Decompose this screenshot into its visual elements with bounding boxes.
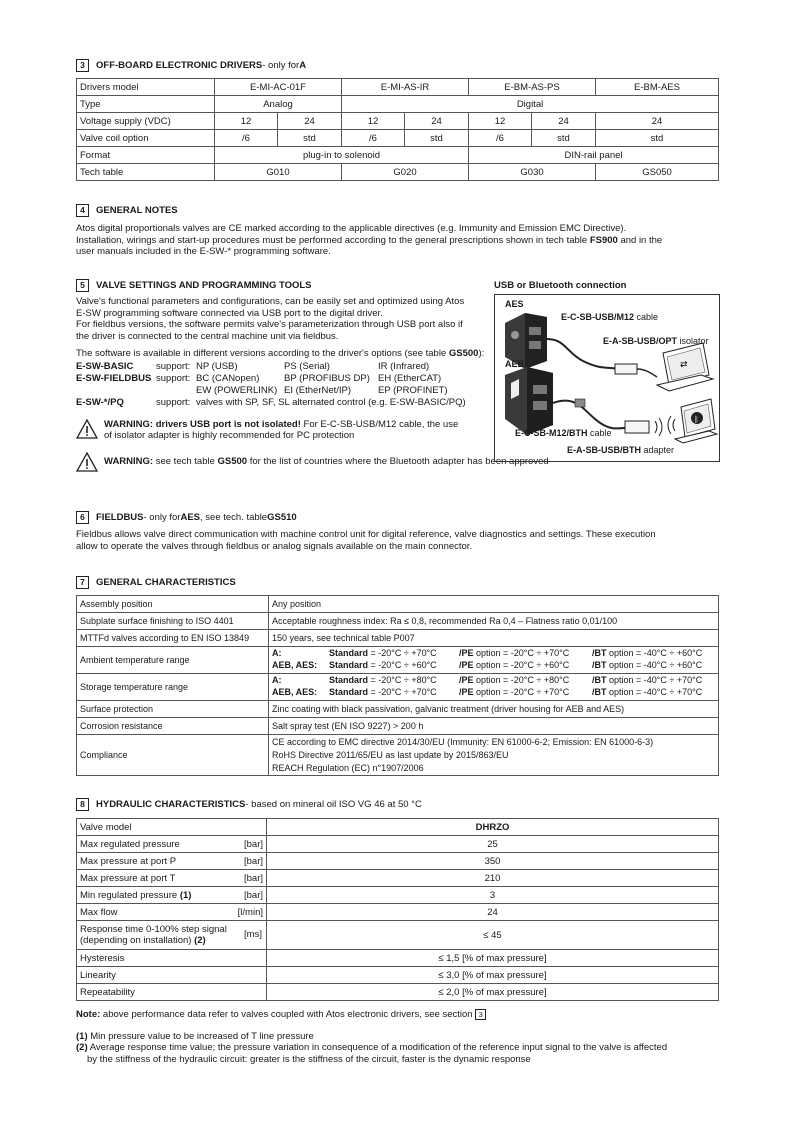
section-title: HYDRAULIC CHARACTERISTICS xyxy=(96,798,246,810)
footnote-2: (2) Average response time value; the pressure variation in consequence of a modification of the reference input signal to the valve is affected xyxy=(76,1042,668,1054)
list-item: E-SW-BASIC support: NP (USB) PS (Serial) IR (Infrared) xyxy=(76,360,430,372)
usb-warning: WARNING: drivers USB port is not isolated! For E-C-SB-USB/M12 cable, the use of isolator adapter is highly recommended for PC protection xyxy=(76,419,488,442)
warning-icon xyxy=(76,419,98,439)
table-row: Corrosion resistance Salt spray test (EN ISO 9227) > 200 h xyxy=(77,718,719,735)
section-title: FIELDBUS xyxy=(96,511,144,523)
section-off-board-drivers xyxy=(76,58,718,181)
list-item: E-SW-*/PQ support: valves with SP, SF, SL alternated control (e.g. E-SW-BASIC/PQ) xyxy=(76,396,466,408)
section-ref-box: 3 xyxy=(475,1009,486,1020)
warning-icon xyxy=(76,452,98,472)
section-hydraulic-characteristics: 8 HYDRAULIC CHARACTERISTICS - based on mineral oil ISO VG 46 at 50 °C Valve model DHRZO Max regulated pressure [bar] 25 Max pressure at port P [bar] 350 Max pressure at port T [bar] 210 Min regulated pressure (1) [bar] 3 Max flow [l/min] 24 Response time 0-100% step signal (depending on installation) (2) [ms] ≤ 45 Hysteresis ≤ 1,5 [% of max pressure] Linearity ≤ 3,0 [% of max pressure] Repeatability ≤ 2,0 [% of max pressure] Note: above performance data refer to valves coupled with Atos electronic drivers, see section 3 (1) Min pressure value to be increased of T line pressure (2) Average response time value; the pressure variation in consequence of a modification of the reference input signal to the valve is affected by the stiffness of the hydraulic circuit: greater is the stiffness of the circuit, faster is the dynamic response xyxy=(76,797,718,1065)
table-row: Ambient temperature range A: Standard = -20°C ÷ +70°C /PE option = -20°C ÷ +70°C /BT option = -40°C ÷ +60°C AEB, AES: Standard = -20°C ÷ +60°C /PE option = -20°C ÷ +60°C /BT option = -40°C ÷ +60°C xyxy=(77,647,719,674)
svg-text:⇄: ⇄ xyxy=(680,360,688,370)
performance-note: Note: above performance data refer to valves coupled with Atos electronic drivers, see section 3 xyxy=(76,1009,718,1021)
table-row: Response time 0-100% step signal (depending on installation) (2) [ms] ≤ 45 xyxy=(77,921,719,950)
table-row: Hysteresis ≤ 1,5 [% of max pressure] xyxy=(77,950,719,967)
table-row: Max regulated pressure [bar] 25 xyxy=(77,836,719,853)
table-row: Tech table G010 G020 G030 GS050 xyxy=(77,164,719,181)
software-versions xyxy=(76,361,488,411)
section-number: 7 xyxy=(76,576,89,589)
table-row: Max pressure at port T [bar] 210 xyxy=(77,870,719,887)
table-row: Type Analog Digital xyxy=(77,96,719,113)
cable1-label: E-C-SB-USB/M12 cable xyxy=(561,312,659,322)
table-row: MTTFd valves according to EN ISO 13849 150 years, see technical table P007 xyxy=(77,630,719,647)
aeb-driver-icon xyxy=(505,367,553,435)
table-row: Valve coil option /6 std /6 std /6 std std xyxy=(77,130,719,147)
wireless-waves-icon xyxy=(655,416,675,436)
drivers-table xyxy=(76,78,719,181)
table-row: Drivers model E-MI-AC-01F E-MI-AS-IR E-BM-AS-PS E-BM-AES xyxy=(77,79,719,96)
general-characteristics-table xyxy=(76,595,719,776)
laptop-icon xyxy=(657,343,713,391)
list-item: EW (POWERLINK) EI (EtherNet/IP) EP (PROFINET) xyxy=(196,384,448,396)
table-row: Subplate surface finishing to ISO 4401 Acceptable roughness index: Ra ≤ 0,8, recommended Ra 0,4 – Flatness ratio 0,01/100 xyxy=(77,613,719,630)
section-fieldbus: 6 FIELDBUS - only for AES , see tech. table GS510 Fieldbus allows valve direct communication with machine control unit for digital reference, valve diagnostics and settings. These execution allow to operate the valves through fieldbus or analog signals available on the main connector. xyxy=(76,511,656,552)
laptop-bluetooth-icon xyxy=(675,399,717,443)
table-row: Voltage supply (VDC) 12 24 12 24 12 24 24 xyxy=(77,113,719,130)
section-number: 8 xyxy=(76,798,89,811)
section-number: 4 xyxy=(76,204,89,217)
diagram-box xyxy=(494,294,720,462)
section-header: 3 OFF-BOARD ELECTRONIC DRIVERS - only for A xyxy=(76,58,718,72)
table-row: Storage temperature range A: Standard = -20°C ÷ +80°C /PE option = -20°C ÷ +80°C /BT option = -40°C ÷ +70°C AEB, AES: Standard = -20°C ÷ +70°C /PE option = -20°C ÷ +70°C /BT option = -40°C ÷ +70°C xyxy=(77,674,719,701)
diagram-title: USB or Bluetooth connection xyxy=(494,279,627,291)
isolator-label: E-A-SB-USB/OPT isolator xyxy=(603,336,709,346)
section-number: 6 xyxy=(76,511,89,524)
svg-text:ᛒ: ᛒ xyxy=(694,415,699,424)
section-valve-settings: 5 VALVE SETTINGS AND PROGRAMMING TOOLS Valve's functional parameters and configurations, can be easily set and optimized using Atos E-SW programming software connected via USB port to the digital driver. For fieldbus versions, the software permits valve's parameterization through USB port also if the driver is connected to the central machine unit via fieldbus. The software is available in different versions according to the driver's options (see table GS500): E-SW-BASIC support: NP (USB) PS (Serial) IR (Infrared) E-SW-FIELDBUS support: BC (CANopen) BP (PROFIBUS DP) EH (EtherCAT) EW (POWERLINK) EI (EtherNet/IP) EP (PROFINET) E-SW-*/PQ support: valves with SP, SF, SL alternated control (e.g. E-SW-BASIC/PQ) WARNING: drivers USB port is not isolated! For E-C-SB-USB/M12 cable, the use of isolator adapter is highly recommended for PC protection WARNING: see tech table GS500 for the list of countries where the Bluetooth adapter has been approved xyxy=(76,278,718,472)
table-row: Max pressure at port P [bar] 350 xyxy=(77,853,719,870)
section-general-notes: 4 GENERAL NOTES Atos digital proportionals valves are CE marked according to the applicable directives (e.g. Immunity and Emission EMC Directive). Installation, wirings and start-up procedures must be performed according to the general prescriptions shown in tech table FS900 and in the user manuals included in the E-SW-* programming software. xyxy=(76,204,663,257)
table-row: Max flow [l/min] 24 xyxy=(77,904,719,921)
aes-label: AES xyxy=(505,299,524,309)
connection-diagram xyxy=(494,278,719,462)
aeb-label: AEB xyxy=(505,359,525,369)
bluetooth-warning: WARNING: see tech table GS500 for the list of countries where the Bluetooth adapter has been approved xyxy=(76,452,718,472)
table-row: Min regulated pressure (1) [bar] 3 xyxy=(77,887,719,904)
table-row: Surface protection Zinc coating with black passivation, galvanic treatment (driver housing for AEB and AES) xyxy=(77,701,719,718)
table-row: Repeatability ≤ 2,0 [% of max pressure] xyxy=(77,984,719,1001)
section-number: 5 xyxy=(76,279,89,292)
footnote-1: (1) Min pressure value to be increased of T line pressure xyxy=(76,1030,314,1042)
section-title: OFF-BOARD ELECTRONIC DRIVERS xyxy=(96,59,263,71)
table-row: Linearity ≤ 3,0 [% of max pressure] xyxy=(77,967,719,984)
table-row: Assembly position Any position xyxy=(77,596,719,613)
adapter-label: E-A-SB-USB/BTH adapter xyxy=(567,445,675,455)
hydraulic-table xyxy=(76,818,719,1001)
list-item: E-SW-FIELDBUS support: BC (CANopen) BP (PROFIBUS DP) EH (EtherCAT) xyxy=(76,372,442,384)
section-title: GENERAL NOTES xyxy=(96,204,178,216)
cable2-label: E-C-SB-M12/BTH cable xyxy=(515,428,612,438)
section-general-characteristics xyxy=(76,575,718,776)
section-number: 3 xyxy=(76,59,89,72)
table-row: Compliance CE according to EMC directive 2014/30/EU (Immunity: EN 61000-6-2; Emission: EN 61000-6-3) RoHS Directive 2011/65/EU as last update by 2015/863/EU REACH Regulation (EC) n°1907/2006 xyxy=(77,735,719,776)
section-title: GENERAL CHARACTERISTICS xyxy=(96,576,236,588)
section-title: VALVE SETTINGS AND PROGRAMMING TOOLS xyxy=(96,279,312,291)
table-row: Valve model DHRZO xyxy=(77,819,719,836)
table-row: Format plug-in to solenoid DIN-rail panel xyxy=(77,147,719,164)
